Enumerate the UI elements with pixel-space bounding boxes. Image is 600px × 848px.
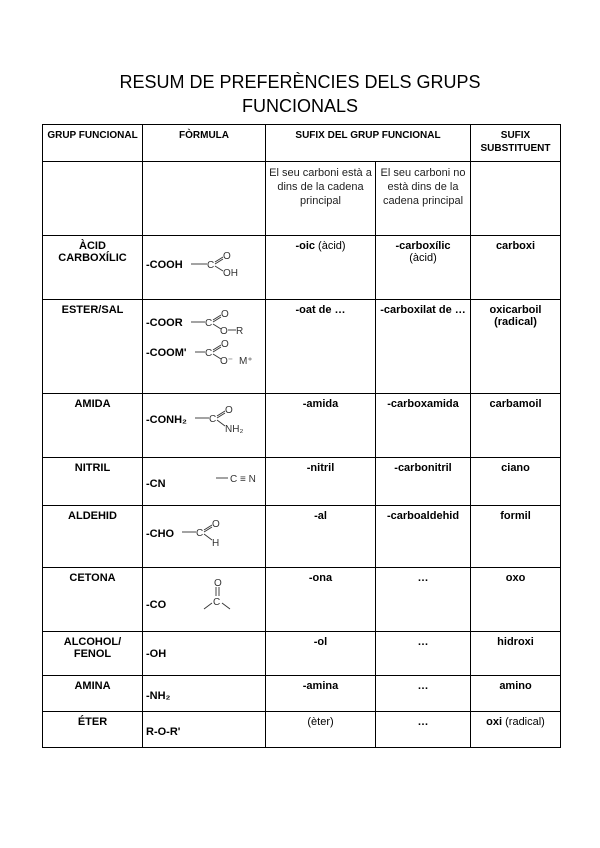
substituent-suffix: hidroxi (497, 636, 534, 648)
group-name: ESTER/SAL (43, 300, 143, 394)
substituent-suffix: carbamoil (489, 398, 542, 410)
suffix-in-chain: -al (314, 510, 327, 522)
formula-text: -CN (146, 478, 166, 490)
formula-text: -COOR (146, 317, 183, 329)
ester-structure-icon (189, 308, 251, 338)
suffix-in-chain: (èter) (307, 716, 334, 728)
svg-text:O: O (224, 405, 233, 416)
page-title (0, 70, 600, 118)
suffix-not-in-chain: -carboxilat de … (380, 304, 466, 316)
aldehyde-structure-icon (180, 518, 234, 550)
table-row (43, 236, 561, 300)
formula-text-salt: -COOM' (146, 347, 187, 359)
suffix-in-chain: -amina (302, 680, 339, 692)
ketone-structure-icon (192, 576, 252, 616)
header-formula: FÒRMULA (143, 125, 266, 162)
table-row (43, 632, 561, 676)
group-name: AMINA (43, 676, 143, 712)
suffix-not-in-chain: -carboxamida (387, 398, 459, 410)
suffix-in-chain: -ol (313, 636, 328, 648)
formula-text: -OH (146, 648, 167, 660)
formula-text: R-O-R' (146, 726, 181, 738)
subheader-in-chain: El seu carboni està a dins de la cadena principal (266, 162, 376, 236)
suffix-not-in-chain: … (417, 572, 429, 584)
substituent-suffix: ciano (501, 462, 530, 474)
formula-text: -CHO (146, 528, 175, 540)
group-name: NITRIL (43, 458, 143, 506)
group-name: ALCOHOL/ FENOL (43, 632, 143, 676)
svg-text:O: O (222, 251, 231, 262)
table-row (43, 712, 561, 748)
substituent-suffix-note: (radical) (494, 316, 537, 328)
substituent-suffix: oxicarboil (489, 304, 542, 316)
group-name: ÉTER (43, 712, 143, 748)
suffix-in-chain: -oic (295, 240, 315, 252)
suffix-not-in-chain: … (417, 716, 429, 728)
svg-text:O⁻: O⁻ (219, 356, 233, 367)
carboxylate-salt-structure-icon (193, 338, 255, 368)
amide-structure-icon (193, 404, 257, 436)
svg-text:H: H (212, 538, 220, 549)
suffix-in-chain: -oat de … (295, 304, 346, 316)
suffix-not-in-chain: … (417, 636, 429, 648)
table-row (43, 506, 561, 568)
svg-text:C: C (208, 414, 217, 425)
svg-text:O: O (220, 309, 229, 320)
svg-text:M⁺: M⁺ (238, 356, 253, 367)
substituent-suffix: amino (499, 680, 532, 692)
subheader-row (43, 162, 561, 236)
suffix-not-in-chain: -carboxílic (395, 240, 451, 252)
header-grup: GRUP FUNCIONAL (43, 125, 143, 162)
suffix-not-in-chain: … (417, 680, 429, 692)
title-line-2: FUNCIONALS (241, 96, 358, 116)
functional-groups-table (42, 124, 561, 748)
substituent-suffix: oxo (505, 572, 526, 584)
table-row (43, 568, 561, 632)
substituent-suffix-note: (radical) (502, 716, 545, 728)
svg-text:C: C (206, 260, 214, 271)
suffix-in-chain: -amida (302, 398, 339, 410)
svg-text:C: C (204, 348, 212, 359)
suffix-in-chain-note: (àcid) (315, 240, 346, 252)
table-row (43, 300, 561, 394)
suffix-in-chain: -ona (308, 572, 333, 584)
title-line-1: RESUM DE PREFERÈNCIES DELS GRUPS (119, 72, 481, 92)
group-name: ALDEHID (43, 506, 143, 568)
substituent-suffix: carboxi (495, 240, 536, 252)
header-sufix-grup: SUFIX DEL GRUP FUNCIONAL (266, 125, 471, 162)
svg-text:C: C (204, 318, 212, 329)
svg-text:C: C (213, 597, 221, 608)
svg-text:OH: OH (222, 268, 238, 279)
suffix-not-in-chain: -carbonitril (394, 462, 452, 474)
svg-text:O: O (219, 326, 228, 337)
table-row (43, 394, 561, 458)
formula-text: -CO (146, 599, 167, 611)
formula-text: -CONH₂ (146, 414, 187, 426)
svg-text:O: O (212, 519, 220, 530)
suffix-not-in-chain: -carboaldehid (386, 510, 460, 522)
svg-text:O: O (220, 339, 229, 350)
svg-text:O: O (214, 578, 222, 589)
substituent-suffix: formil (500, 510, 531, 522)
suffix-not-in-chain-note: (àcid) (409, 252, 437, 264)
group-name: CETONA (43, 568, 143, 632)
formula-text: -COOH (146, 259, 183, 271)
svg-text:C: C (196, 528, 204, 539)
suffix-in-chain: -nitril (306, 462, 335, 474)
svg-text:NH₂: NH₂ (224, 424, 244, 435)
nitrile-structure-icon (214, 467, 262, 489)
header-sufix-substituent: SUFIX SUBSTITUENT (471, 125, 561, 162)
table-row (43, 458, 561, 506)
svg-text:R: R (235, 326, 243, 337)
svg-text:C ≡ N: C ≡ N (230, 474, 256, 485)
substituent-suffix: oxi (486, 716, 503, 728)
table-row (43, 676, 561, 712)
header-row (43, 125, 561, 162)
group-name: ÀCID CARBOXÍLIC (43, 236, 143, 300)
carboxyl-structure-icon (189, 250, 245, 280)
group-name: AMIDA (43, 394, 143, 458)
subheader-not-in-chain: El seu carboni no està dins de la cadena principal (376, 162, 471, 236)
formula-text: -NH₂ (146, 690, 171, 702)
